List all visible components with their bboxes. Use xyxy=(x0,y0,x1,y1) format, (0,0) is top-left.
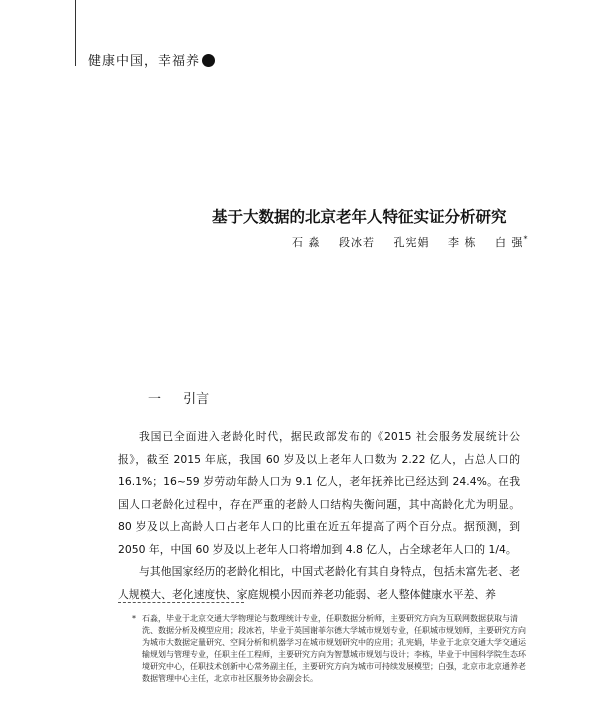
author-name: 石 淼 xyxy=(292,236,321,249)
bullet-dot-icon xyxy=(202,54,215,67)
section-title: 引言 xyxy=(183,392,210,407)
paragraph: 与其他国家经历的老龄化相比，中国式老龄化有其自身特点，包括未富先老、老人规模大、老化速度快、家庭规模小因而养老功能弱、老人整体健康水平差、养 xyxy=(118,565,520,601)
author-name: 李 栋 xyxy=(448,236,477,249)
footnote-divider xyxy=(118,602,244,603)
running-title: 健康中国，幸福养 xyxy=(88,54,201,69)
author-name: 段冰若 xyxy=(339,236,375,249)
paragraph: 我国已全面进入老龄化时代，据民政部发布的《2015 社会服务发展统计公报》，截至 2015 年底，我国 60 岁及以上老年人口数为 2.22 亿人，占总人口的 16.1%；16~59 岁劳动年龄人口为 9.1 亿人，老年抚养比已经达到 24.4%。在我国人口老龄化过程中，存在严重的老龄人口结构失衡问题，其中高龄化尤为明显。80 岁及以上高龄人口占老年人口的比重在近五年提高了两个百分点。据预测，到 2050 年，中国 60 岁及以上老年人口将增加到 4.8 亿人，占全球老年人口的 1/4。 xyxy=(118,430,520,556)
running-header xyxy=(88,50,215,69)
author-footnote-mark: * xyxy=(523,234,529,244)
author-name: 孔宪娟 xyxy=(393,236,430,249)
author-list xyxy=(292,234,529,250)
body-text xyxy=(118,426,520,606)
section-number: 一 xyxy=(148,392,162,407)
footnote-mark: * xyxy=(132,614,136,623)
margin-rule xyxy=(75,0,76,66)
author-name: 白 强 xyxy=(495,236,524,249)
article-title: 基于大数据的北京老年人特征实证分析研究 xyxy=(212,207,507,226)
footnote xyxy=(132,613,526,685)
section-heading xyxy=(148,388,209,407)
footnote-text: 石淼，毕业于北京交通大学物理论与数理统计专业，任职数据分析师，主要研究方向为互联网数据获取与清洗、数据分析及模型应用；段冰若，毕业于英国谢菲尔德大学城市规划专业，任职城市规划师，主要研究方向为城市大数据定量研究、空间分析和机器学习在城市规划研究中的应用；孔宪娟，毕业于北京交通大学交通运输规划与管理专业，任职主任工程师，主要研究方向为智慧城市规划与设计；李栋，毕业于中国科学院生态环境研究中心，任职技术创新中心常务副主任，主要研究方向为城市可持续发展模型；白强，北京市北京通养老数据管理中心主任，北京市社区服务协会副会长。 xyxy=(142,614,526,683)
